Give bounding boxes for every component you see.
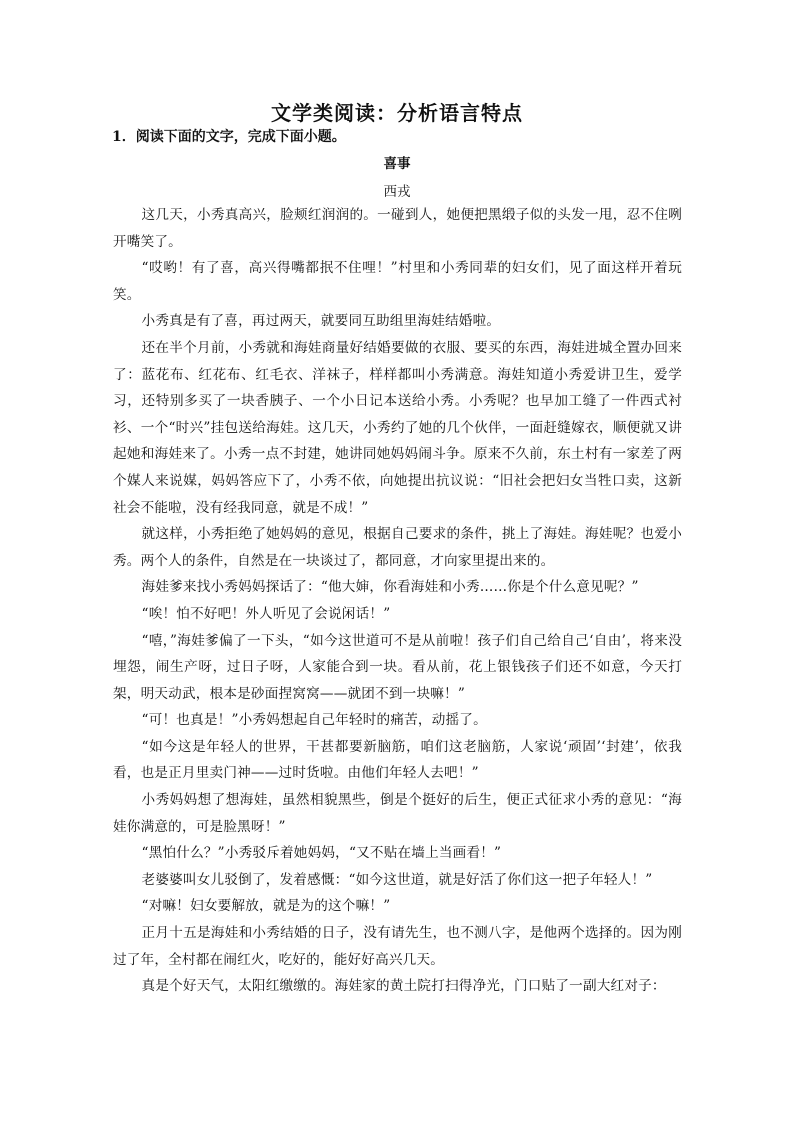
paragraph: 海娃爹来找小秀妈妈探话了：“他大婶，你看海娃和小秀……你是个什么意见呢？” xyxy=(141,579,639,596)
paragraph: “如今这是年轻人的世界，干甚都要新脑筋，咱们这老脑筋，人家说‘顽固’‘封建’，依我看，也是正月里卖门神——过时货啦。由他们年轻人去吧！” xyxy=(113,738,682,782)
story-body xyxy=(113,202,682,1000)
question-prompt: 1．阅读下面的文字，完成下面小题。 xyxy=(112,129,346,145)
paragraph: 真是个好天气，太阳红缴缴的。海娃家的黄土院打扫得净光，门口贴了一副大红对子： xyxy=(141,978,666,995)
story-author: 西戎 xyxy=(383,184,411,200)
paragraph: “黑怕什么？”小秀驳斥着她妈妈，“又不贴在墙上当画看！” xyxy=(141,845,502,862)
paragraph: 这几天，小秀真高兴，脸颊红润润的。一碰到人，她便把黑缎子似的头发一甩，忍不住咧开嘴笑了。 xyxy=(113,207,682,250)
story-title: 喜事 xyxy=(383,156,411,172)
paragraph: “对嘛！妇女要解放，就是为的这个嘛！” xyxy=(141,898,391,915)
paragraph: 老婆婆叫女儿驳倒了，发着感慨：“如今这世道，就是好活了你们这一把子年轻人！” xyxy=(141,871,653,888)
paragraph: “哎哟！有了喜，高兴得嘴都抿不住哩！”村里和小秀同辈的妇女们，见了面这样开着玩笑。 xyxy=(113,260,682,303)
paragraph: 就这样，小秀拒绝了她妈妈的意见，根据自己要求的条件，挑上了海娃。海娃呢？也爱小秀。两个人的条件，自然是在一块谈过了，都同意，才向家里提出来的。 xyxy=(113,526,682,569)
paragraph: “嘻，”海娃爹偏了一下头，“如今这世道可不是从前啦！孩子们自己给自己‘自由’，将来没埋怨，闹生产呀，过日子呀，人家能合到一块。看从前，花上银钱孩子们还不如意，今天打架，明天动武，根本是砂面捏窝窝——就团不到一块嘛！” xyxy=(113,632,682,702)
paragraph: “可！也真是！”小秀妈想起自己年轻时的痛苦，动摇了。 xyxy=(141,712,487,729)
paragraph: 小秀真是有了喜，再过两天，就要同互助组里海娃结婚啦。 xyxy=(141,313,501,330)
paragraph: 正月十五是海娃和小秀结婚的日子，没有请先生，也不测八字，是他两个选择的。因为刚过了年，全村都在闹红火，吃好的，能好好高兴几天。 xyxy=(113,925,682,968)
paragraph: 还在半个月前，小秀就和海娃商量好结婚要做的衣服、要买的东西，海娃进城全置办回来了：蓝花布、红花布、红毛衣、洋袜子，样样都叫小秀满意。海娃知道小秀爱讲卫生，爱学习，还特别多买了一块香胰子、一个小日记本送给小秀。小秀呢？也早加工缝了一件西式衬衫、一个“时兴”挂包送给海娃。这几天，小秀约了她的几个伙伴，一面赶缝嫁衣，顺便就又讲起她和海娃来了。小秀一点不封建，她讲同她妈妈闹斗争。原来不久前，东土村有一家差了两个媒人来说媒，妈妈答应下了，小秀不依，向她提出抗议说：“旧社会把妇女当牲口卖，这新社会不能啦，没有经我同意，就是不成！” xyxy=(113,339,682,516)
paragraph: 小秀妈妈想了想海娃，虽然相貌黑些，倒是个挺好的后生，便正式征求小秀的意见：“海娃你满意的，可是脸黑呀！” xyxy=(113,792,682,835)
document-title: 文学类阅读：分析语言特点 xyxy=(271,101,523,125)
paragraph: “唉！怕不好吧！外人听见了会说闲话！” xyxy=(141,605,391,622)
